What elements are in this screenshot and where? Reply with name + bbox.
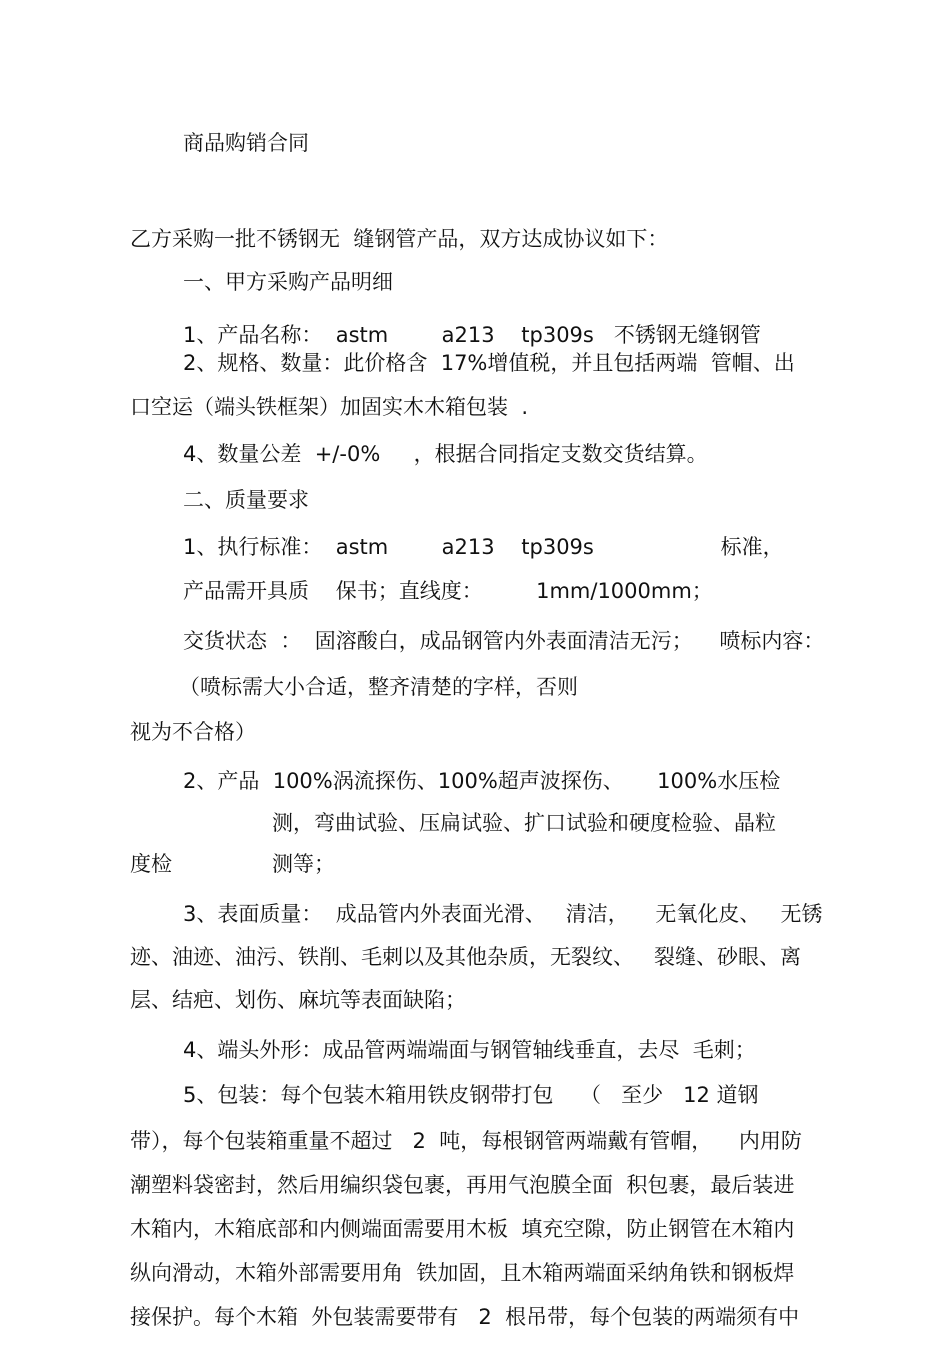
paragraph-line: 木箱内，木箱底部和内侧端面需要用木板 填充空隙，防止钢管在木箱内 — [130, 1217, 795, 1241]
paragraph-line: 迹、油迹、油污、铁削、毛刺以及其他杂质，无裂纹、 裂缝、砂眼、离 — [130, 945, 802, 969]
paragraph-line: 5、包装：每个包装木箱用铁皮钢带打包 （ 至少 12 道钢 — [183, 1083, 759, 1107]
paragraph-line: 1、产品名称： astm a213 tp309s 不锈钢无缝钢管 — [183, 323, 761, 347]
paragraph-line: 口空运（端头铁框架）加固实木木箱包装 . — [130, 395, 529, 419]
paragraph-line: 纵向滑动，木箱外部需要用角 铁加固，且木箱两端面采纳角铁和钢板焊 — [130, 1261, 795, 1285]
paragraph-line: 2、产品 100%涡流探伤、100%超声波探伤、 100%水压检 — [183, 769, 781, 793]
paragraph-line: 1、执行标准： astm a213 tp309s 标准， — [183, 535, 784, 559]
paragraph-line: 测等； — [272, 852, 335, 876]
section-heading: 一、甲方采购产品明细 — [183, 270, 393, 294]
paragraph-line: 潮塑料袋密封，然后用编织袋包裹，再用气泡膜全面 积包裹，最后装进 — [130, 1173, 795, 1197]
paragraph-line: 视为不合格） — [130, 720, 256, 744]
paragraph-line: 交货状态 ： 固溶酸白，成品钢管内外表面清洁无污； 喷标内容： — [183, 629, 825, 653]
paragraph-line: 带），每个包装箱重量不超过 2 吨，每根钢管两端戴有管帽， 内用防 — [130, 1129, 802, 1153]
paragraph-line: 接保护。每个木箱 外包装需要带有 2 根吊带，每个包装的两端须有中 — [130, 1305, 800, 1329]
paragraph-line: （喷标需大小合适，整齐清楚的字样，否则 — [179, 675, 578, 699]
section-heading: 二、质量要求 — [183, 488, 309, 512]
paragraph-line: 4、数量公差 +/-0% ，根据合同指定支数交货结算。 — [183, 442, 708, 466]
paragraph-line: 4、端头外形：成品管两端端面与钢管轴线垂直，去尽 毛刺； — [183, 1038, 756, 1062]
paragraph-line: 测，弯曲试验、压扁试验、扩口试验和硬度检验、晶粒 — [272, 811, 776, 835]
paragraph-line: 产品需开具质 保书；直线度： 1mm/1000mm； — [183, 579, 713, 603]
paragraph-line: 3、表面质量： 成品管内外表面光滑、 清洁， 无氧化皮、 无锈 — [183, 902, 823, 926]
paragraph-line: 层、结疤、划伤、麻坑等表面缺陷； — [130, 988, 466, 1012]
paragraph-line: 乙方采购一批不锈钢无 缝钢管产品，双方达成协议如下： — [130, 227, 669, 251]
document-title: 商品购销合同 — [183, 131, 309, 155]
paragraph-line: 2、规格、数量：此价格含 17%增值税，并且包括两端 管帽、出 — [183, 351, 795, 375]
paragraph-line: 度检 — [130, 852, 172, 876]
